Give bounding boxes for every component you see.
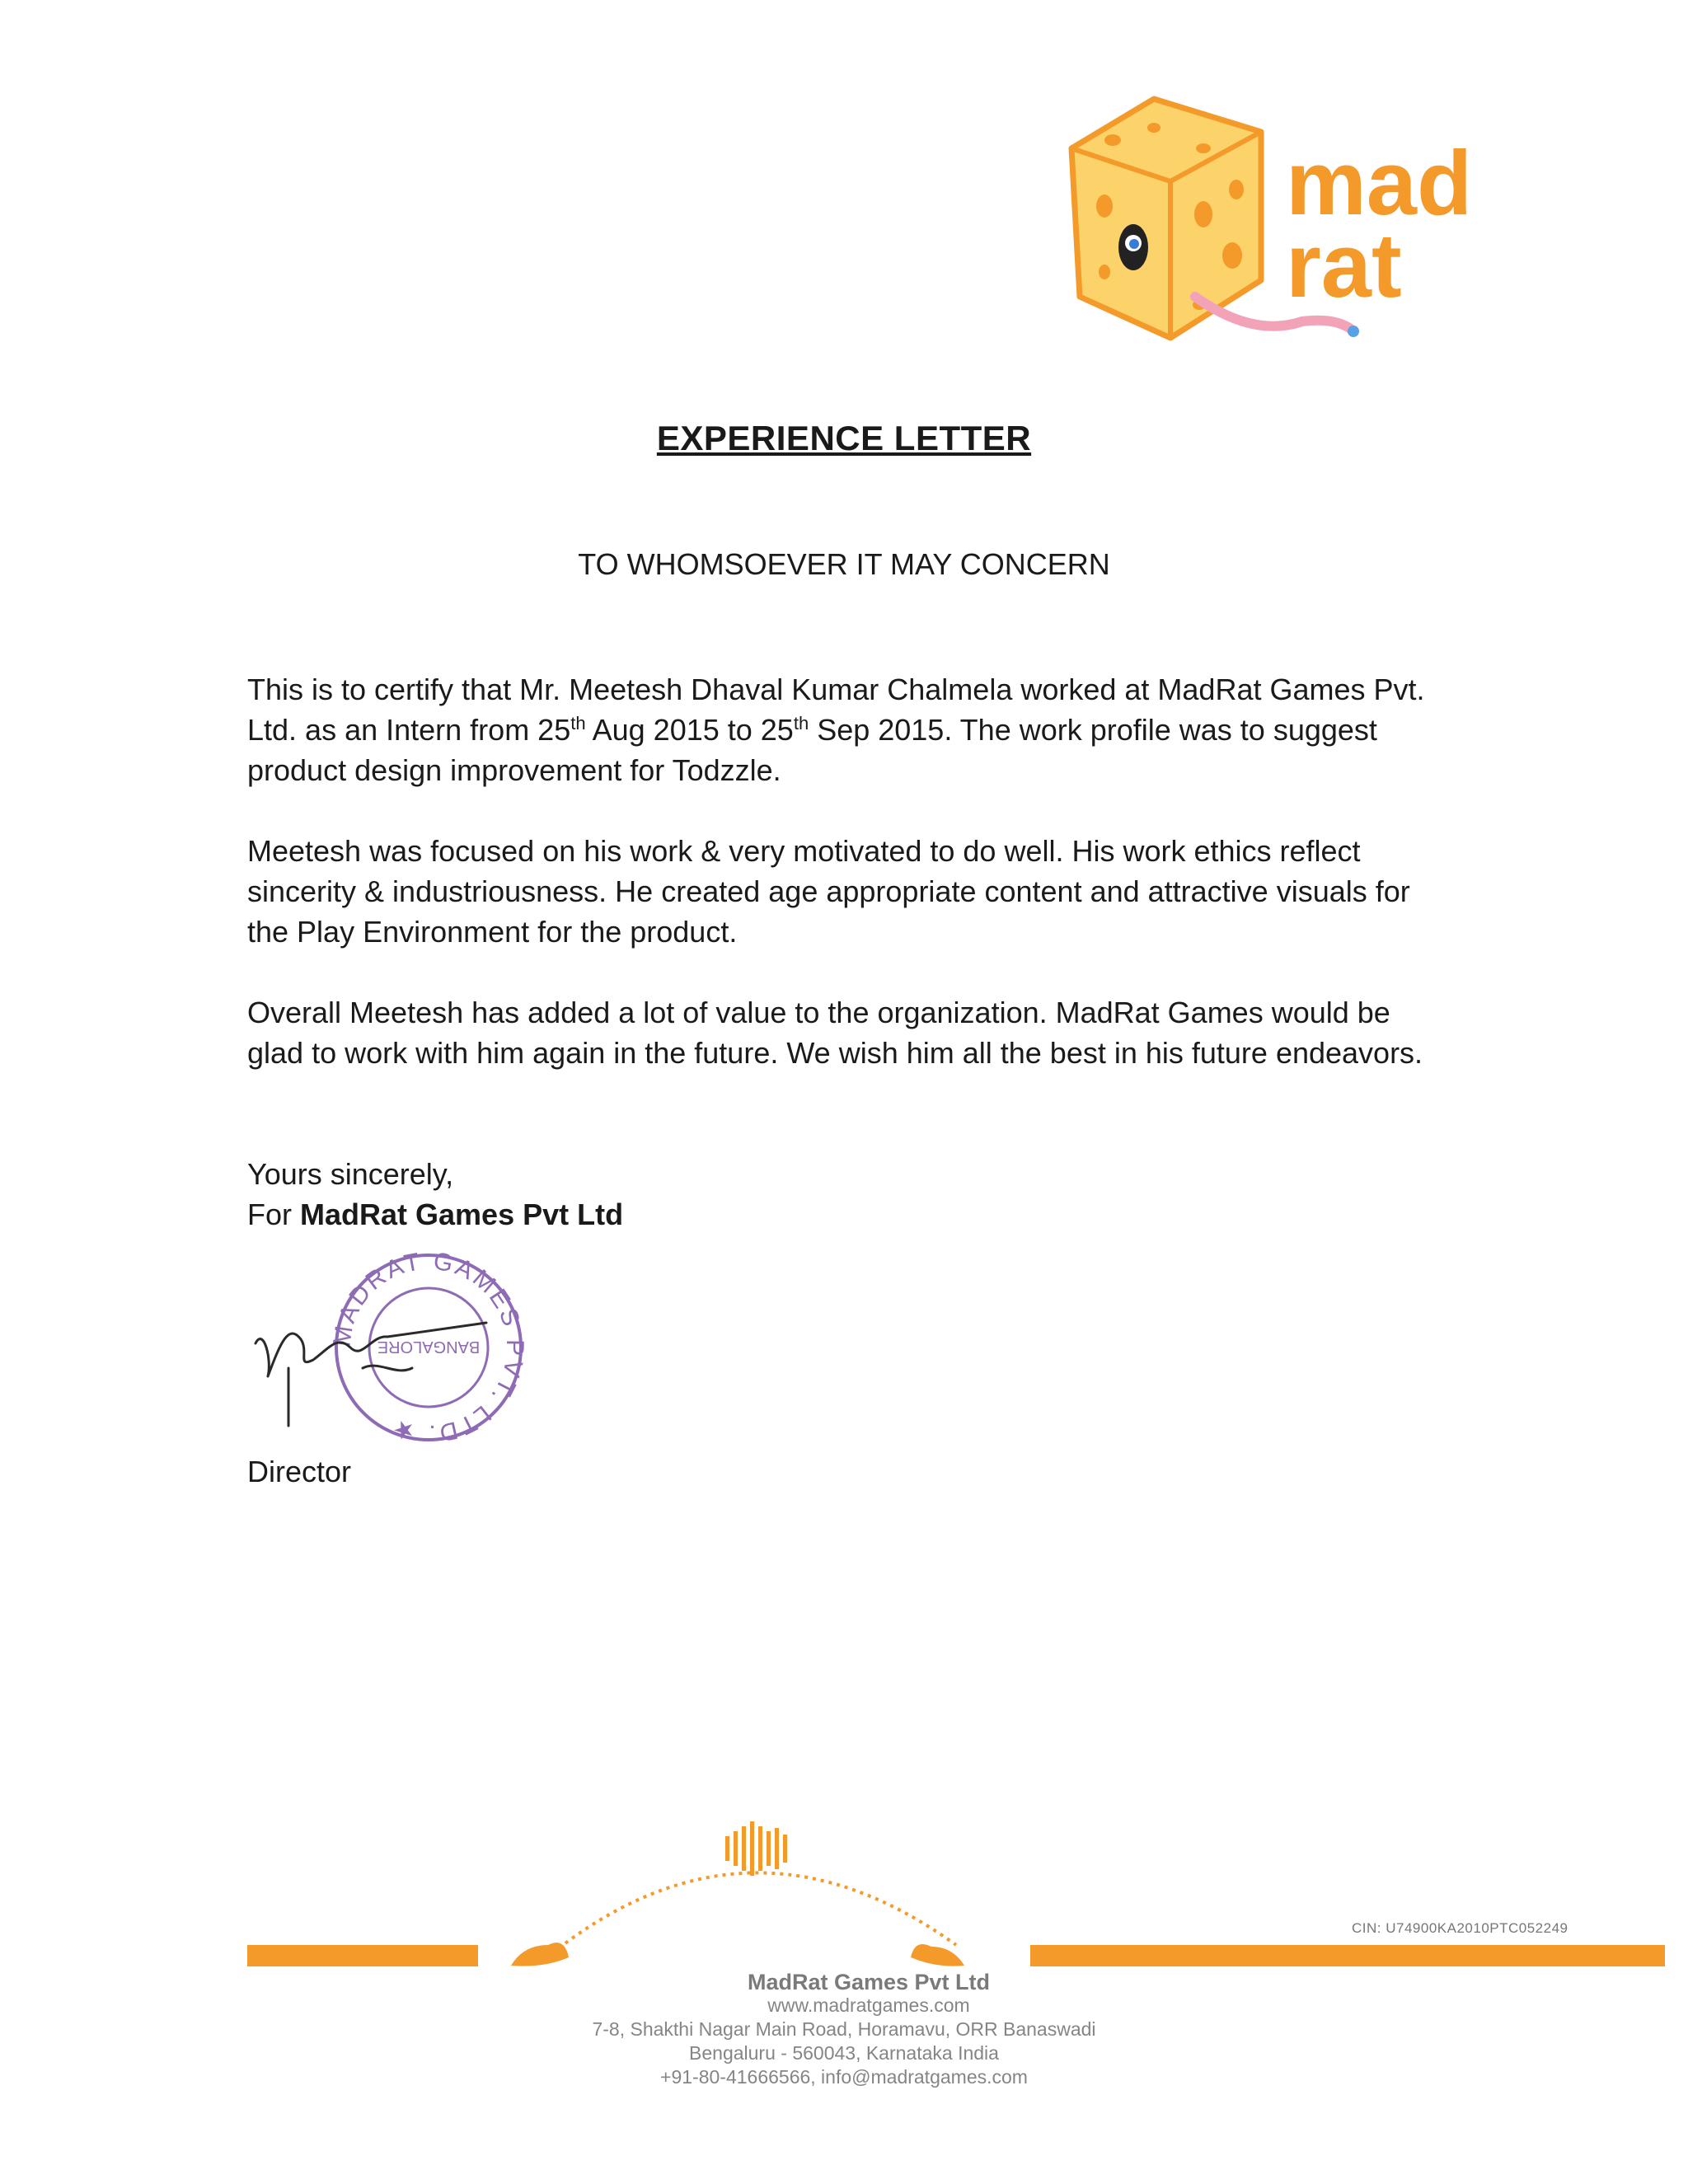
logo-word-mad: mad: [1286, 133, 1473, 234]
signatory-title: Director: [247, 1455, 352, 1488]
footer-website[interactable]: www.madratgames.com: [767, 1994, 970, 2016]
footer-graphic: [239, 1813, 1665, 1994]
left-shoe-icon: [511, 1943, 569, 1966]
right-shoe-icon: [911, 1944, 964, 1966]
paragraph-certification: This is to certify that Mr. Meetesh Dhaval Kumar Chalmela worked at MadRat Games Pvt. Ltd. as an Intern from 25th Aug 2015 to 25th Sep 2015. The work profile was to suggest product design improvement for Todzzle.: [247, 673, 1425, 787]
signature-stamp: [239, 1244, 569, 1451]
salutation: TO WHOMSOEVER IT MAY CONCERN: [578, 547, 1110, 581]
closing-company: For MadRat Games Pvt Ltd: [247, 1197, 624, 1231]
soundwave-icon: [725, 1821, 787, 1876]
closing-line: Yours sincerely,: [247, 1157, 454, 1191]
page-title: EXPERIENCE LETTER: [656, 419, 1032, 457]
footer-contact[interactable]: +91-80-41666566, info@madratgames.com: [660, 2066, 1028, 2088]
logo-word-rat: rat: [1286, 215, 1402, 316]
footer-cin: CIN: U74900KA2010PTC052249: [1352, 1920, 1568, 1936]
paragraph-recommendation: Overall Meetesh has added a lot of value to the organization. MadRat Games would be glad to work with him again in the future. We wish him all the best in his future endeavors.: [247, 996, 1423, 1070]
footer-address-line2: Bengaluru - 560043, Karnataka India: [689, 2042, 999, 2064]
footer-company: MadRat Games Pvt Ltd: [747, 1970, 991, 1994]
company-stamp: [328, 1248, 528, 1447]
madrat-logo: [1055, 91, 1473, 354]
footer-address-line1: 7-8, Shakthi Nagar Main Road, Horamavu, ORR Banaswadi: [592, 2018, 1096, 2040]
svg-text:MADRAT GAMES PVT. LTD. ★: MADRAT GAMES PVT. LTD. ★: [328, 1247, 529, 1448]
paragraph-performance: Meetesh was focused on his work & very motivated to do well. His work ethics reflect sincerity & industriousness. He created age appropriate content and attractive visuals for the Play Environment for the product.: [247, 834, 1410, 949]
svg-text:BANGALORE: BANGALORE: [377, 1338, 481, 1356]
